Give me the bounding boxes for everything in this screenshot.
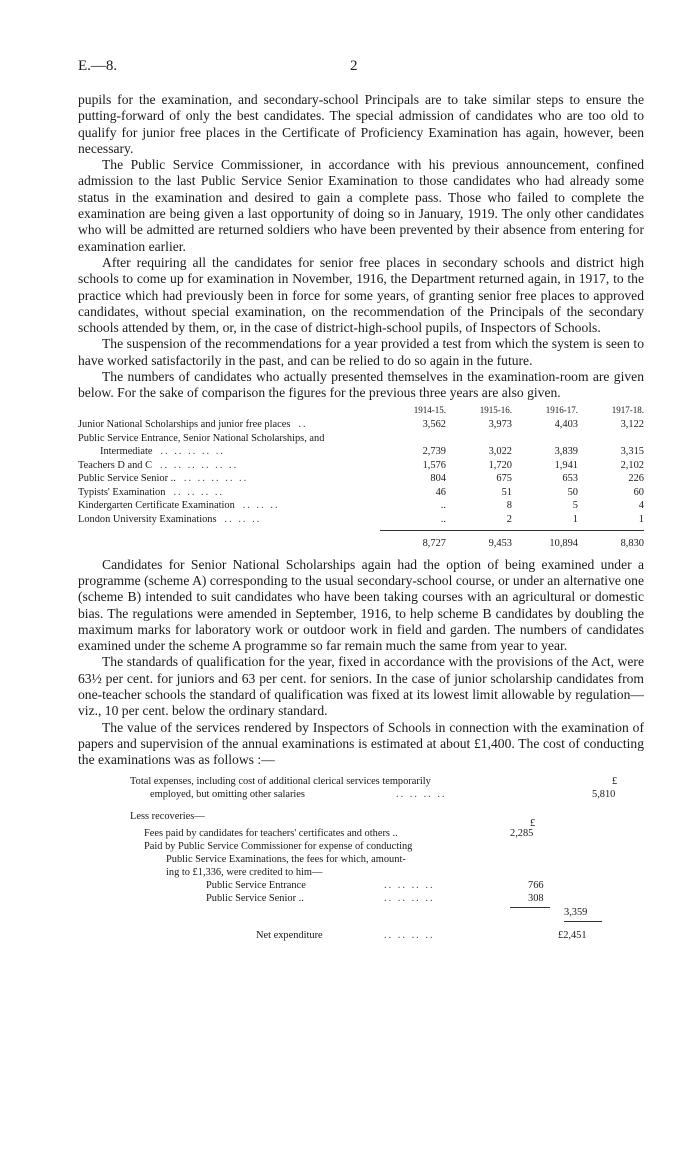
table-cell: 1,576 xyxy=(422,459,446,471)
public-service-senior-value: 308 xyxy=(528,892,544,904)
leader-dots: .. .. .. .. .. xyxy=(183,473,249,485)
table-cell: 5 xyxy=(572,500,578,512)
row-label: Typists' Examination xyxy=(78,486,166,498)
paragraph: The Public Service Commissioner, in accordance with his previous announcement, confined admission to the last Public Service Senior Examination to those candidates who had already some status in the examination and desired to gain a complete pass. Those who failed to complete the examination are being given a last opportunity of doing so in January, 1919. The only other candidates who will be admitted are returned soldiers who have been prevented by their absence from entering for examination earlier. xyxy=(78,157,644,254)
fees-paid-value: 2,285 xyxy=(510,827,534,839)
page-number: 2 xyxy=(350,58,358,74)
subtotal-rule xyxy=(510,907,550,908)
row-label: Public Service Senior .. xyxy=(78,473,176,485)
table-cell: 226 xyxy=(628,473,644,485)
paragraph: After requiring all the candidates for senior free places in secondary schools and district high schools to come up for examination in November, 1916, the Department returned again, in 1917, to the practice which had previously been in force for some years, of granting senior free places to approved candidates, without special examination, on the recommendation of the Principals of the secondary schools attended by them, or, in the case of district-high-school pupils, of Inspectors of Schools. xyxy=(78,254,644,336)
expenditure-statement xyxy=(78,775,644,995)
year-header: 1915-16. xyxy=(479,404,512,415)
table-cell: 60 xyxy=(633,486,644,498)
year-header: 1916-17. xyxy=(545,404,578,415)
paragraph: pupils for the examination, and secondary-school Principals are to take similar steps to ensure the putting-forward of only the best candidates. The special admission of candidates who are too old to qualify for junior free places in the Certificate of Proficiency Examination has again, however, been necessary. xyxy=(78,92,644,156)
leader-dots: .. .. .. .. xyxy=(173,486,225,498)
paragraph: Candidates for Senior National Scholarships again had the option of being examined under a programme (scheme A) corresponding to the usual secondary-school course, or under an alternative one (scheme B) intended to suit candidates who have been taking courses with an agricultural or domestic bias. The regulations were amended in September, 1916, to help scheme B candidates by doubling the maximum marks for laboratory work or outdoor work in field and garden. The numbers of candidates examined under the scheme A programme so far remain much the same from year to year. xyxy=(78,556,644,654)
candidates-table xyxy=(78,404,644,551)
table-row xyxy=(78,418,644,432)
table-row xyxy=(78,472,644,486)
total-expenses-line2: employed, but omitting other salaries xyxy=(150,788,305,800)
row-label: London University Examinations xyxy=(78,513,217,525)
table-cell: 51 xyxy=(501,486,512,498)
table-cell: 4,403 xyxy=(554,419,578,431)
table-row xyxy=(78,499,644,513)
table-row xyxy=(78,486,644,500)
total-expenses-value: 5,810 xyxy=(592,788,616,800)
table-cell: 3,315 xyxy=(620,446,644,458)
table-cell xyxy=(578,432,644,446)
year-header: 1917-18. xyxy=(611,404,644,415)
public-service-senior-label: Public Service Senior .. xyxy=(206,892,304,904)
leader-dots: .. .. .. xyxy=(224,513,262,525)
total-cell: 9,453 xyxy=(488,538,512,550)
leader-dots: .. .. .. .. .. xyxy=(160,446,225,458)
paragraph: The suspension of the recommendations for a year provided a test from which the system is seen to have worked satisfactorily in the past, and can be relied to do so again in the future. xyxy=(78,336,644,368)
leader-dots: .. .. .. .. .. .. xyxy=(160,459,239,471)
table-cell: 3,022 xyxy=(488,446,512,458)
total-cell: 8,727 xyxy=(422,538,446,550)
totals-row xyxy=(78,531,644,551)
table-row xyxy=(78,513,644,527)
table-cell: .. xyxy=(440,513,446,525)
total-cell: 10,894 xyxy=(549,538,578,550)
net-expenditure-value: £2,451 xyxy=(558,929,587,941)
leader-dots: .. .. .. .. xyxy=(384,879,435,891)
table-cell: 8 xyxy=(506,500,512,512)
paragraph: The value of the services rendered by Inspectors of Schools in connection with the examination of papers and supervision of the annual examinations is estimated at about £1,400. The cost of conducting the examinations was as follows :— xyxy=(78,719,644,768)
row-label: Intermediate xyxy=(100,446,153,458)
table-cell xyxy=(380,432,446,446)
paragraph: The numbers of candidates who actually presented themselves in the examination-room are given below. For the sake of comparison the figures for the previous three years are also given. xyxy=(78,369,644,401)
fees-pound-sign: £ xyxy=(530,817,536,829)
leader-dots: .. .. .. xyxy=(242,500,280,512)
row-label: Teachers D and C xyxy=(78,459,152,471)
table-cell: 2,102 xyxy=(620,459,644,471)
report-reference: E.—8. xyxy=(78,58,118,74)
leader-dots: .. .. .. .. xyxy=(384,929,435,941)
paid-by-commissioner-line3: ing to £1,336, were credited to him— xyxy=(166,866,323,878)
table-cell: 3,839 xyxy=(554,446,578,458)
less-recoveries-label: Less recoveries— xyxy=(130,810,205,822)
total-cell: 8,830 xyxy=(620,538,644,550)
paragraphs-before-table xyxy=(78,92,644,402)
net-rule xyxy=(564,921,602,922)
row-label: Junior National Scholarships and junior free places xyxy=(78,419,291,431)
table-cell: 46 xyxy=(435,486,446,498)
paragraph: The standards of qualification for the year, fixed in accordance with the provisions of the Act, were 63½ per cent. for juniors and 63 per cent. for seniors. In the case of junior scholarship candidates from one-teacher schools the standard of qualification was fixed at its lowest limit allowable by regulation—viz., 10 per cent. below the ordinary standard. xyxy=(78,654,644,719)
table-cell: 3,562 xyxy=(422,419,446,431)
table-cell: 3,122 xyxy=(620,419,644,431)
table-header-row xyxy=(78,404,644,419)
pound-sign-header: £ xyxy=(612,775,618,787)
fees-paid-label: Fees paid by candidates for teachers' certificates and others .. xyxy=(144,827,398,839)
table-cell xyxy=(446,432,512,446)
table-cell: 2 xyxy=(506,513,512,525)
leader-dots: .. .. .. .. xyxy=(384,892,435,904)
table-cell: 675 xyxy=(496,473,512,485)
paragraphs-after-table xyxy=(78,557,644,769)
public-service-entrance-value: 766 xyxy=(528,879,544,891)
leader-dots: .. xyxy=(298,419,308,431)
table-cell: 1 xyxy=(638,513,644,525)
table-cell: 3,973 xyxy=(488,419,512,431)
table-cell: .. xyxy=(440,500,446,512)
net-expenditure-label: Net expenditure xyxy=(256,929,323,941)
table-cell: 1,720 xyxy=(488,459,512,471)
paid-by-commissioner-line2: Public Service Examinations, the fees for which, amount- xyxy=(166,853,406,865)
table-row xyxy=(78,459,644,473)
table-cell: 804 xyxy=(430,473,446,485)
table-cell: 1,941 xyxy=(554,459,578,471)
leader-dots: .. .. .. .. xyxy=(396,788,447,800)
table-cell: 50 xyxy=(567,486,578,498)
table-cell: 2,739 xyxy=(422,446,446,458)
table-cell xyxy=(512,432,578,446)
total-expenses-line1: Total expenses, including cost of additional clerical services temporarily xyxy=(130,775,431,787)
recoveries-total-value: 3,359 xyxy=(564,906,588,918)
table-cell: 653 xyxy=(562,473,578,485)
table-cell: 1 xyxy=(572,513,578,525)
paid-by-commissioner-line1: Paid by Public Service Commissioner for expense of conducting xyxy=(144,840,413,852)
year-header: 1914-15. xyxy=(413,404,446,415)
table-row xyxy=(78,445,644,459)
row-label: Kindergarten Certificate Examination xyxy=(78,500,235,512)
public-service-entrance-label: Public Service Entrance xyxy=(206,879,306,891)
document-body xyxy=(78,92,644,995)
table-row xyxy=(78,432,644,446)
row-label: Public Service Entrance, Senior National Scholarships, and xyxy=(78,432,325,444)
table-cell: 4 xyxy=(638,500,644,512)
